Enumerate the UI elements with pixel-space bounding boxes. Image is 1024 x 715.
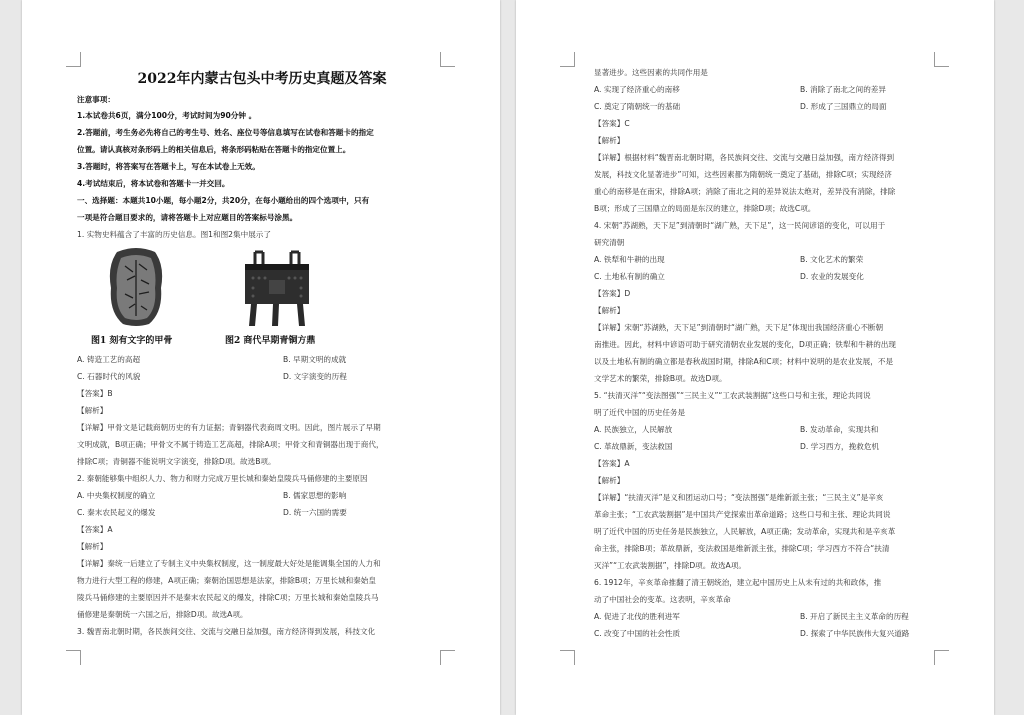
corner-mark: [560, 650, 575, 665]
question-stem: 4. 宋朝“苏湖熟，天下足”到清朝时“湖广熟，天下足”，这一民间谚语的变化，可以用于: [594, 221, 886, 230]
option-c: C. 改变了中国的社会性质: [594, 629, 681, 638]
analysis-line: 以及土地私有制的确立都是春秋战国时期，排除A和C项；材料中说明的是农业发展，不是: [594, 357, 894, 366]
question-stem: 3. 魏晋南北朝时期，各民族间交往、交流与交融日益加强，南方经济得到发展，科技文化: [77, 627, 376, 636]
option-b: B. 消除了南北之间的差异: [800, 85, 886, 94]
analysis-line: 陵兵马俑修建的主要原因并不是秦末农民起义的爆发，排除C项；万里长城和秦始皇陵兵马: [77, 593, 379, 602]
question-stem: 2. 秦朝能够集中组织人力、物力和财力完成万里长城和秦始皇陵兵马俑修建的主要原因: [77, 474, 368, 483]
analysis-label: 【解析】: [594, 136, 625, 145]
question-stem: 1. 实物史料蕴含了丰富的历史信息。图1和图2集中展示了: [77, 230, 271, 239]
option-d: D. 农业的发展变化: [800, 272, 864, 281]
oracle-bone-image: [105, 246, 167, 328]
notice-line: 3.答题时，将答案写在答题卡上，写在本试卷上无效。: [77, 162, 260, 171]
option-b: B. 早期文明的成就: [283, 355, 347, 364]
option-a: A. 民族独立，人民解放: [594, 425, 673, 434]
option-d: D. 形成了三国鼎立的局面: [800, 102, 887, 111]
analysis-label: 【解析】: [77, 542, 108, 551]
analysis-line: 排除C项；青铜器不能说明文字演变，排除D项。故选B项。: [77, 457, 276, 466]
option-d: D. 文字演变的历程: [283, 372, 347, 381]
bronze-ding-image: [237, 248, 317, 328]
analysis-line: B项；形成了三国鼎立的局面是东汉的建立，排除D项；故选C项。: [594, 204, 816, 213]
option-a: A. 中央集权制度的确立: [77, 491, 156, 500]
document-title: 2022年内蒙古包头中考历史真题及答案: [137, 71, 387, 87]
analysis-label: 【解析】: [594, 306, 625, 315]
analysis-label: 【解析】: [594, 476, 625, 485]
document-page-left: [22, 0, 500, 715]
document-page-right: [516, 0, 994, 715]
option-c: C. 石器时代的风貌: [77, 372, 141, 381]
corner-mark: [440, 52, 455, 67]
analysis-line: 南推进。因此，材料中谚语可助于研究清朝农业发展的变化，D项正确；铁犁和牛耕的出现: [594, 340, 896, 349]
option-c: C. 奠定了隋朝统一的基础: [594, 102, 681, 111]
notice-line: 2.答题前，考生务必先将自己的考生号、姓名、座位号等信息填写在试卷和答题卡的指定: [77, 128, 374, 137]
answer-label: 【答案】A: [77, 525, 113, 534]
analysis-line: 【详解】秦统一后建立了专制主义中央集权制度，这一制度最大好处是能调集全国的人力和: [77, 559, 381, 568]
figure-caption: 图1 刻有文字的甲骨: [91, 336, 173, 346]
answer-label: 【答案】D: [594, 289, 631, 298]
question-stem: 研究清朝: [594, 238, 625, 247]
corner-mark: [66, 52, 81, 67]
option-d: D. 统一六国的需要: [283, 508, 347, 517]
body-line: 显著进步。这些因素的共同作用是: [594, 68, 708, 77]
corner-mark: [934, 650, 949, 665]
question-stem: 动了中国社会的变革。这表明，辛亥革命: [594, 595, 731, 604]
analysis-line: 俑修建是秦朝统一六国之后，排除D项。故选A项。: [77, 610, 248, 619]
analysis-line: 【详解】宋朝“苏湖熟，天下足”到清朝时“湖广熟，天下足”体现出我国经济重心不断朝: [594, 323, 884, 332]
analysis-line: 文明成就，B项正确；甲骨文不属于铸造工艺高超，排除A项；甲骨文和青铜器出现于商代，: [77, 440, 384, 449]
option-a: A. 促进了北伐的胜利进军: [594, 612, 680, 621]
corner-mark: [560, 52, 575, 67]
notice-line: 4.考试结束后，将本试卷和答题卡一并交回。: [77, 179, 230, 188]
option-a: A. 实现了经济重心的南移: [594, 85, 680, 94]
option-d: D. 学习西方，挽救危机: [800, 442, 880, 451]
option-b: B. 文化艺术的繁荣: [800, 255, 864, 264]
option-b: B. 发动革命，实现共和: [800, 425, 879, 434]
question-stem: 6. 1912年，辛亥革命推翻了清王朝统治，建立起中国历史上从未有过的共和政体，推: [594, 578, 882, 587]
answer-label: 【答案】C: [594, 119, 630, 128]
figure-caption: 图2 商代早期青铜方鼎: [225, 336, 316, 346]
option-d: D. 探索了中华民族伟大复兴道路: [800, 629, 910, 638]
analysis-line: 革命主张；“工农武装割据”是中国共产党探索出革命道路；这些口号和主张、理论共同说: [594, 510, 891, 519]
analysis-line: 发展，科技文化显著进步”可知，这些因素都为隋朝统一奠定了基础，排除C项；实现经济: [594, 170, 892, 179]
analysis-line: 文学艺术的繁荣，排除B项。故选D项。: [594, 374, 727, 383]
option-b: B. 开启了新民主主义革命的历程: [800, 612, 909, 621]
analysis-line: 【详解】甲骨文是记载商朝历史的有力证据；青铜器代表商周文明。因此，图片展示了早期: [77, 423, 381, 432]
option-b: B. 儒家思想的影响: [283, 491, 347, 500]
question-stem: 5. “扶清灭洋”“变法图强”“三民主义”“工农武装割据”这些口号和主张，理论共同说: [594, 391, 871, 400]
analysis-line: 命主张，排除B项；革故鼎新，变法救国是维新派主张，排除C项；学习西方不符合“扶清: [594, 544, 890, 553]
corner-mark: [934, 52, 949, 67]
corner-mark: [66, 650, 81, 665]
answer-label: 【答案】B: [77, 389, 113, 398]
analysis-line: 【详解】“扶清灭洋”是义和团运动口号；“变法图强”是维新派主张；“三民主义”是辛亥: [594, 493, 884, 502]
analysis-line: 【详解】根据材料“魏晋南北朝时期，各民族间交往、交流与交融日益加强，南方经济得到: [594, 153, 895, 162]
analysis-label: 【解析】: [77, 406, 108, 415]
option-a: A. 铸造工艺的高超: [77, 355, 141, 364]
analysis-line: 物力进行大型工程的修建，A项正确；秦朝治国思想是法家，排除B项；万里长城和秦始皇: [77, 576, 376, 585]
option-a: A. 铁犁和牛耕的出现: [594, 255, 665, 264]
answer-label: 【答案】A: [594, 459, 630, 468]
corner-mark: [440, 650, 455, 665]
notice-line: 一项是符合题目要求的，请将答题卡上对应题目的答案标号涂黑。: [77, 213, 298, 222]
notice-line: 位置。请认真核对条形码上的相关信息后，将条形码粘贴在答题卡的指定位置上。: [77, 145, 351, 154]
notice-heading: 注意事项：: [77, 95, 115, 104]
notice-line: 一、选择题：本题共10小题，每小题2分，共20分，在每小题给出的四个选项中，只有: [77, 196, 370, 205]
question-stem: 明了近代中国的历史任务是: [594, 408, 686, 417]
analysis-line: 重心的南移是在南宋，排除A项；消除了南北之间的差异说法太绝对，差异没有消除，排除: [594, 187, 896, 196]
notice-line: 1.本试卷共6页，满分100分，考试时间为90分钟 。: [77, 111, 257, 120]
option-c: C. 秦末农民起义的爆发: [77, 508, 156, 517]
option-c: C. 土地私有制的确立: [594, 272, 665, 281]
analysis-line: 明了近代中国的历史任务是民族独立，人民解放，A项正确；发动革命，实现共和是辛亥革: [594, 527, 896, 536]
analysis-line: 灭洋”“工农武装割据”，排除D项。故选A项。: [594, 561, 746, 570]
option-c: C. 革故鼎新，变法救国: [594, 442, 673, 451]
